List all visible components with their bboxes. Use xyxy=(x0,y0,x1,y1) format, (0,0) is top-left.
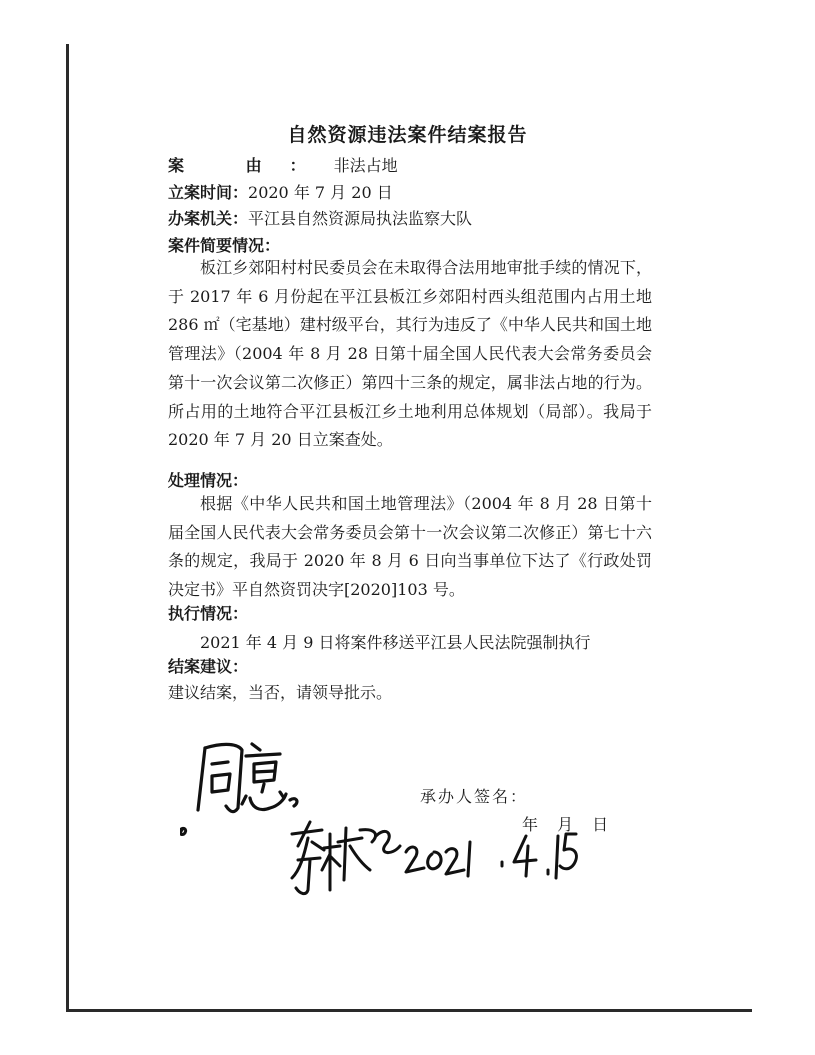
case-summary-text: 板江乡郊阳村村民委员会在未取得合法用地审批手续的情况下，于 2017 年 6 月份起在平江县板江乡郊阳村西头组范围内占用土地 286 ㎡（宅基地）建村级平台，其行为违反了《中华人民共和国土地管理法》（2004 年 8 月 28 日第十届全国人民代表大会常务委员会第十一次会议第二次修正）第四十三条的规定，属非法占地的行为。所占用的土地符合平江县板江乡土地利用总体规划（局部）。我局于 2020 年 7 月 20 日立案查处。 xyxy=(168,258,652,450)
handling-agency-label: 办案机关： xyxy=(168,209,249,228)
case-reason-label: 案 由： xyxy=(168,156,334,175)
case-summary-label: 案件简要情况： xyxy=(168,236,281,255)
scan-bottom-border xyxy=(66,1009,752,1012)
handler-sign-label: 承办人签名： xyxy=(420,787,529,806)
closing-suggestion-row xyxy=(168,654,248,677)
closing-suggestion-label: 结案建议： xyxy=(168,657,249,676)
closing-suggestion-text: 建议结案，当否，请领导批示。 xyxy=(168,683,393,702)
execution-row xyxy=(168,601,248,624)
filing-time-value: 2020 年 7 月 20 日 xyxy=(248,183,393,202)
handwritten-approval xyxy=(198,744,297,812)
date-label: 年 月 日 xyxy=(522,815,609,834)
execution-label: 执行情况： xyxy=(168,604,249,623)
execution-text: 2021 年 4 月 9 日将案件移送平江县人民法院强制执行 xyxy=(200,633,591,652)
handling-agency-value: 平江县自然资源局执法监察大队 xyxy=(248,209,473,228)
handwritten-date xyxy=(406,834,576,878)
handling-row xyxy=(168,468,248,491)
case-reason-value: 非法占地 xyxy=(333,156,398,175)
handling-text: 根据《中华人民共和国土地管理法》（2004 年 8 月 28 日第十届全国人民代表大会常务委员会第十一次会议第二次修正）第七十六条的规定，我局于 2020 年 8 月 6 日向当事单位下达了《行政处罚决定书》平自然资罚决字[2020]103 号。 xyxy=(168,494,652,600)
handwritten-signer-name xyxy=(180,822,400,894)
scan-left-border xyxy=(66,44,69,1012)
case-summary-row xyxy=(168,233,280,256)
filing-time-row xyxy=(168,180,393,203)
handwritten-signature xyxy=(180,730,580,910)
handling-label: 处理情况： xyxy=(168,471,249,490)
page-title: 自然资源违法案件结案报告 xyxy=(287,124,528,146)
filing-time-label: 立案时间： xyxy=(168,183,249,202)
case-reason-row xyxy=(168,153,398,176)
handling-agency-row xyxy=(168,206,472,229)
